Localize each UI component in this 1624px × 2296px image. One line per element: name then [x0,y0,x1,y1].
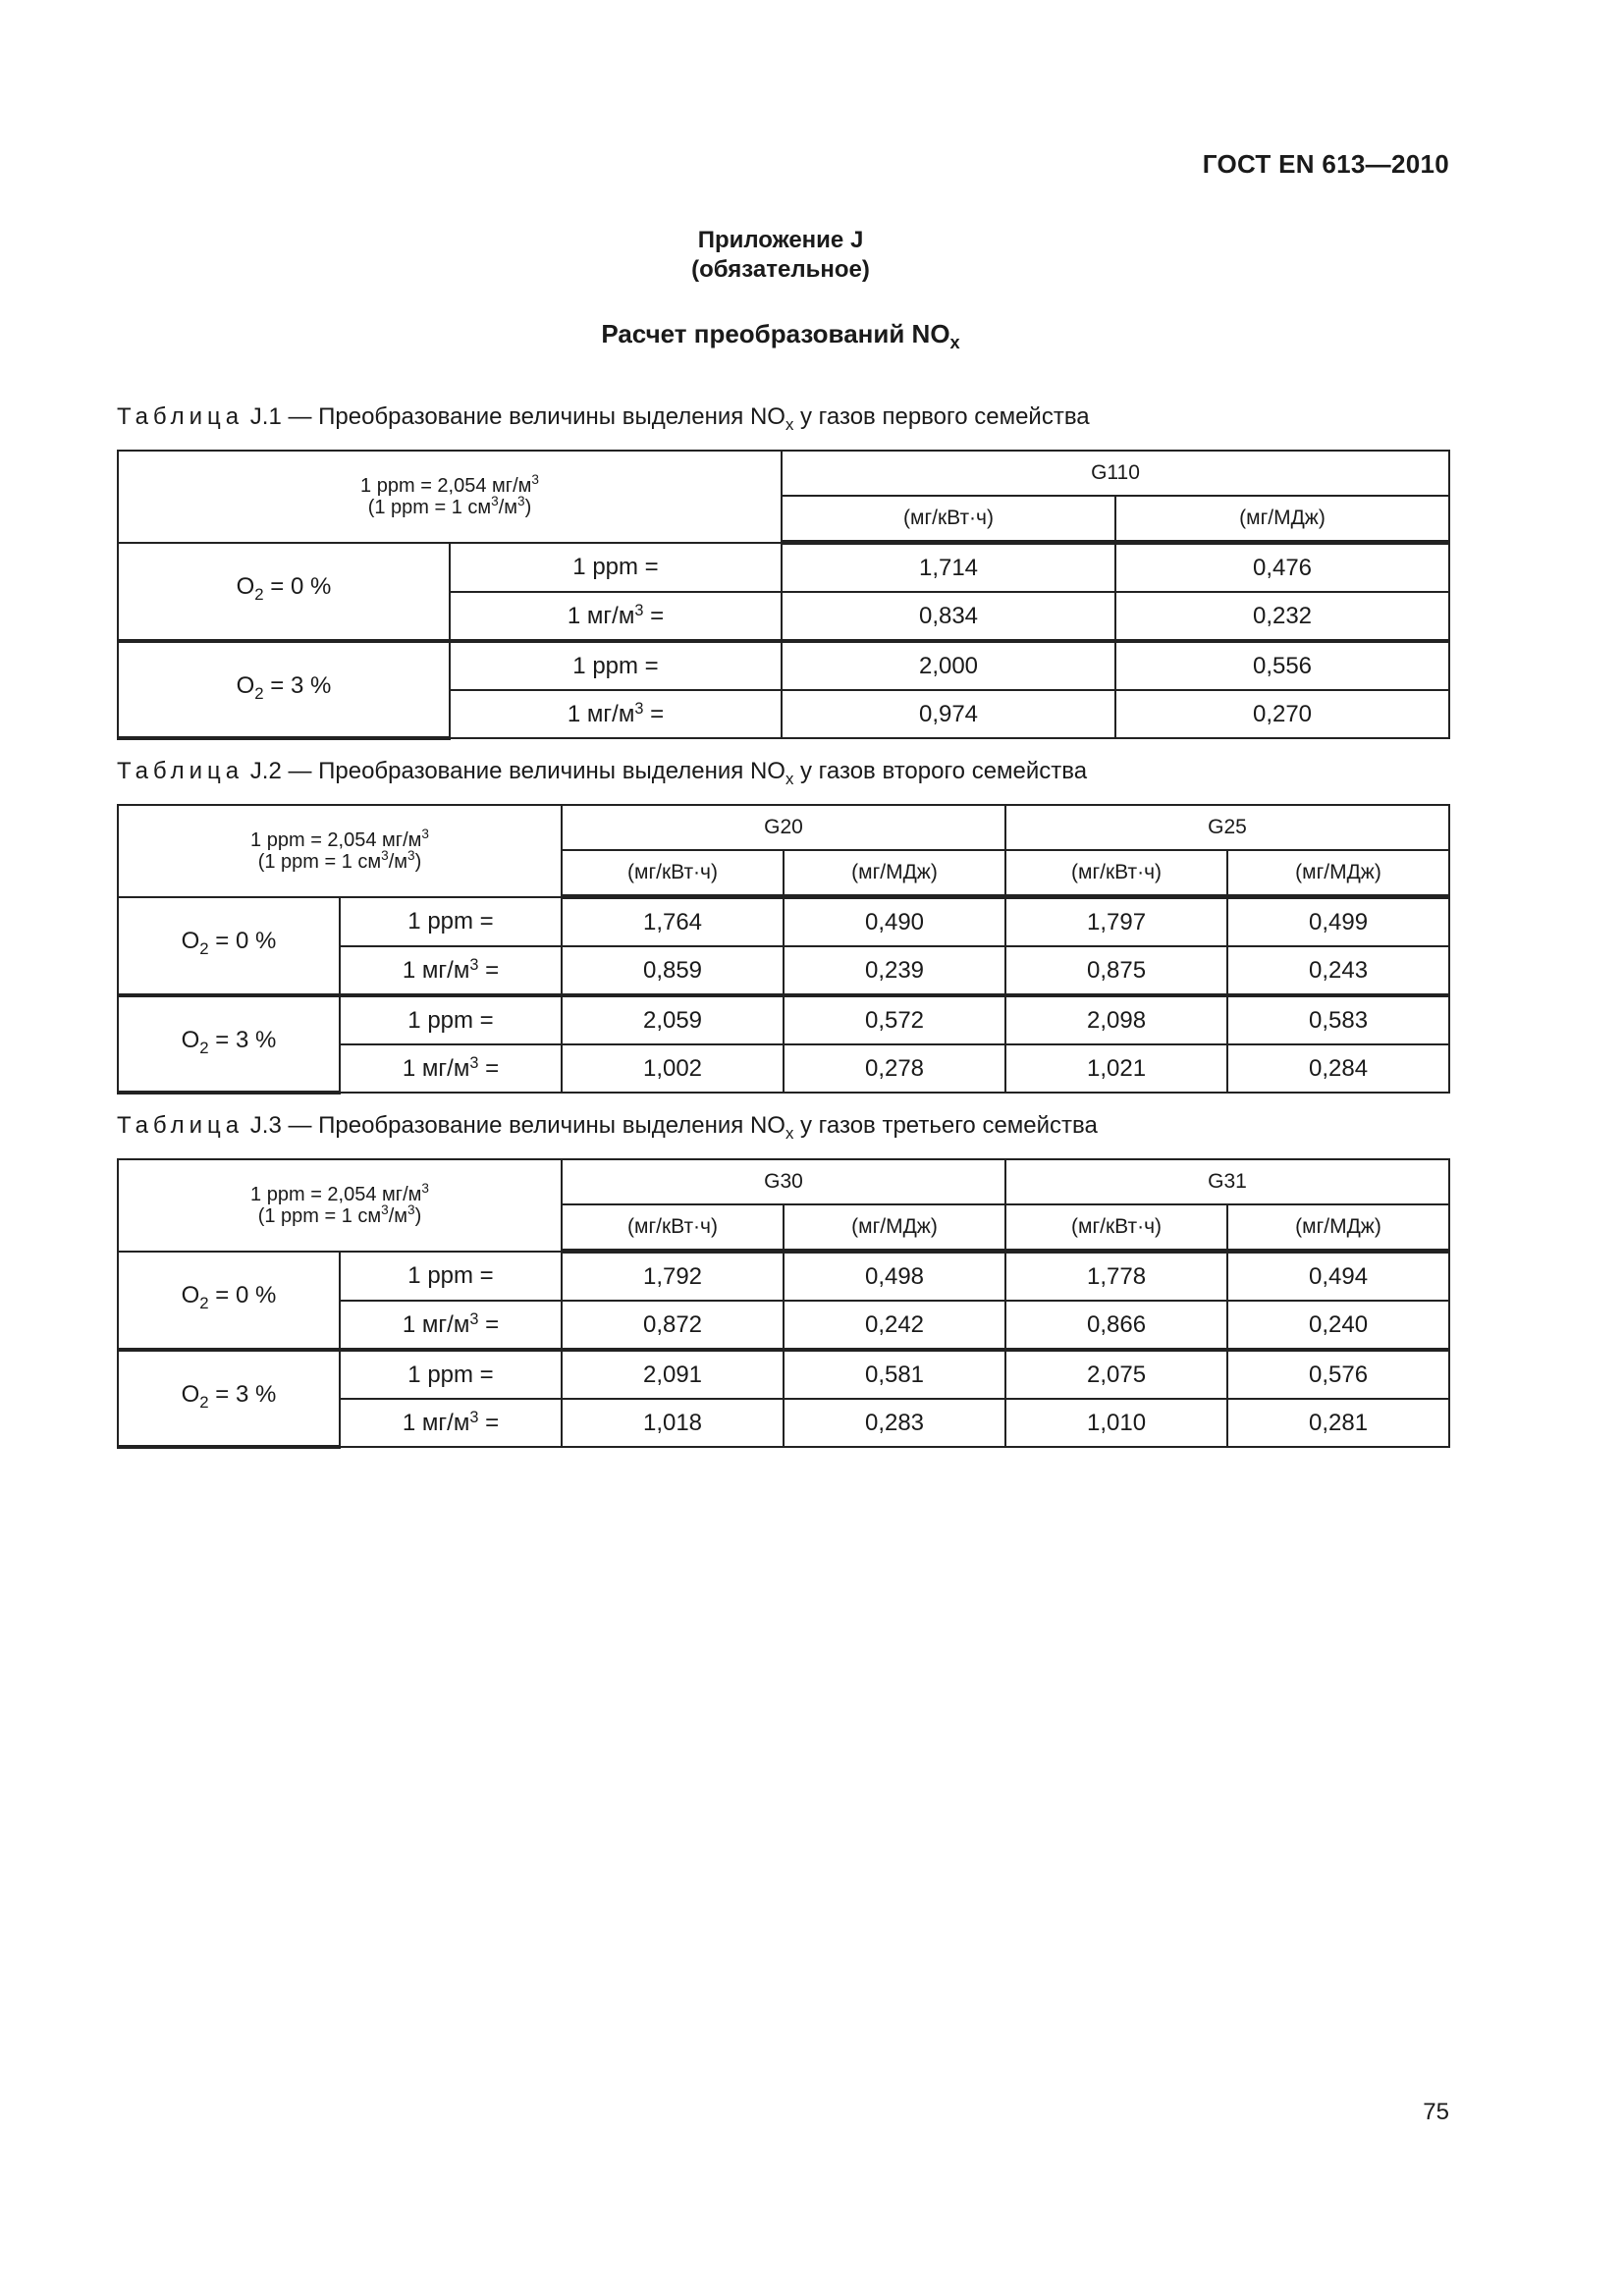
caption-rest: у газов второго семейства [793,758,1088,784]
table-cell: 0,278 [784,1044,1005,1093]
mg-unit: 1 мг/м [402,1310,470,1338]
superscript: 3 [421,826,429,841]
table-cell: 0,494 [1227,1252,1449,1302]
o2-symbol: O [181,928,200,955]
o2-symbol: O [236,671,255,699]
o2-symbol: O [236,573,255,601]
annex-title: Приложение J [697,227,864,253]
superscript: 3 [469,1408,479,1426]
cm-close: ) [524,496,532,518]
table-cell: 0,866 [1005,1301,1227,1350]
cm-close: ) [414,1204,422,1227]
table-cell: 0,499 [1227,897,1449,947]
table-cell: 0,240 [1227,1301,1449,1350]
annex-subtitle: (обязательное) [691,256,870,283]
gas-header-g30: G30 [562,1159,1005,1204]
row-label-mg [340,1044,562,1093]
gas-header-g20: G20 [562,805,1005,850]
superscript: 3 [381,847,389,863]
caption-text: J.3 — Преобразование величины выделения NO [249,1112,785,1139]
caption-label: Таблица [117,403,244,430]
table-cell: 0,242 [784,1301,1005,1350]
o2-subscript: 2 [199,1038,209,1057]
o2-label-0 [118,1252,340,1351]
mg-unit: 1 мг/м [567,700,635,727]
o2-subscript: 2 [254,683,264,703]
superscript: 3 [407,1201,415,1217]
o2-value: = 3 % [208,1380,277,1408]
equals-sign: = [478,1409,500,1436]
table-cell: 0,490 [784,897,1005,947]
mg-unit: 1 мг/м [402,1054,470,1082]
equals-sign: = [478,956,500,984]
table-cell: 0,572 [784,995,1005,1044]
gas-header-g110: G110 [782,451,1449,496]
table-cell: 1,778 [1005,1252,1227,1302]
table-cell: 0,284 [1227,1044,1449,1093]
superscript: 3 [407,847,415,863]
o2-value: = 0 % [208,1282,277,1309]
o2-value: = 3 % [208,1026,277,1053]
table-cell: 1,002 [562,1044,784,1093]
equals-sign: = [643,700,665,727]
table-cell: 2,000 [782,641,1115,690]
superscript: 3 [634,601,644,619]
table-cell: 0,243 [1227,946,1449,995]
table-cell: 0,583 [1227,995,1449,1044]
o2-label-0 [118,897,340,996]
row-label-mg [340,1399,562,1447]
superscript: 3 [381,1201,389,1217]
caption-rest: у газов первого семейства [793,403,1090,430]
row-label-mg [340,1301,562,1350]
table-cell: 0,476 [1115,543,1449,593]
equals-sign: = [478,1310,500,1338]
o2-value: = 0 % [208,928,277,955]
superscript: 3 [491,493,499,508]
caption-label: Таблица [117,758,244,784]
unit-header-mj: (мг/МДж) [1227,1204,1449,1252]
table-j1 [117,450,1450,740]
o2-symbol: O [181,1380,200,1408]
table-cell: 1,714 [782,543,1115,593]
superscript: 3 [634,699,644,718]
row-label-mg [450,690,782,738]
table-cell: 0,576 [1227,1350,1449,1399]
table-cell: 2,091 [562,1350,784,1399]
table-cell: 0,232 [1115,592,1449,641]
superscript: 3 [421,1180,429,1196]
o2-subscript: 2 [199,939,209,959]
o2-label-3 [118,1350,340,1447]
table-cell: 1,764 [562,897,784,947]
ppm-equivalence: 1 ppm = 2,054 мг/м [360,474,532,497]
unit-header-kwh: (мг/кВт·ч) [562,850,784,897]
cm-equivalence: (1 ppm = 1 см [257,850,382,873]
table-cell: 1,797 [1005,897,1227,947]
o2-subscript: 2 [199,1294,209,1313]
mg-unit: 1 мг/м [402,1409,470,1436]
document-code: ГОСТ EN 613—2010 [1202,149,1449,179]
table-cell: 0,283 [784,1399,1005,1447]
table-cell: 1,018 [562,1399,784,1447]
o2-symbol: O [181,1282,200,1309]
table-cell: 0,834 [782,592,1115,641]
equals-sign: = [643,602,665,629]
mg-unit: 1 мг/м [402,956,470,984]
cm-unit: /м [498,496,518,518]
caption-label: Таблица [117,1112,244,1139]
row-label-ppm: 1 ppm = [340,1252,562,1302]
table-cell: 1,010 [1005,1399,1227,1447]
row-label-mg [340,946,562,995]
unit-header-kwh: (мг/кВт·ч) [782,496,1115,543]
table-cell: 0,239 [784,946,1005,995]
caption-subscript: x [785,770,794,788]
gas-header-g31: G31 [1005,1159,1449,1204]
table-caption-j3 [117,1112,1098,1144]
o2-label-3 [118,995,340,1093]
unit-header-kwh: (мг/кВт·ч) [1005,850,1227,897]
table-cell: 0,581 [784,1350,1005,1399]
table-cell: 0,270 [1115,690,1449,738]
caption-text: J.1 — Преобразование величины выделения NO [249,403,785,430]
o2-label-0 [118,543,450,642]
section-title-text: Расчет преобразований NO [601,319,950,348]
conversion-header [118,1159,562,1252]
table-j2 [117,804,1450,1095]
table-cell: 0,498 [784,1252,1005,1302]
table-j3 [117,1158,1450,1449]
table-cell: 0,875 [1005,946,1227,995]
table-cell: 1,021 [1005,1044,1227,1093]
o2-value: = 0 % [263,573,332,601]
table-cell: 2,075 [1005,1350,1227,1399]
superscript: 3 [531,471,539,487]
row-label-mg [450,592,782,641]
row-label-ppm: 1 ppm = [450,641,782,690]
table-cell: 1,792 [562,1252,784,1302]
unit-header-kwh: (мг/кВт·ч) [562,1204,784,1252]
equals-sign: = [478,1054,500,1082]
o2-value: = 3 % [263,671,332,699]
unit-header-mj: (мг/МДж) [784,850,1005,897]
cm-equivalence: (1 ppm = 1 см [257,1204,382,1227]
superscript: 3 [469,1053,479,1072]
table-cell: 0,281 [1227,1399,1449,1447]
ppm-equivalence: 1 ppm = 2,054 мг/м [250,828,422,851]
gas-header-g25: G25 [1005,805,1449,850]
o2-subscript: 2 [254,585,264,605]
cm-equivalence: (1 ppm = 1 см [367,496,492,518]
row-label-ppm: 1 ppm = [340,897,562,947]
table-caption-j2 [117,758,1087,789]
cm-unit: /м [388,1204,408,1227]
table-cell: 0,859 [562,946,784,995]
row-label-ppm: 1 ppm = [340,995,562,1044]
conversion-header [118,805,562,897]
caption-subscript: x [785,1124,794,1143]
unit-header-mj: (мг/МДж) [1227,850,1449,897]
row-label-ppm: 1 ppm = [340,1350,562,1399]
unit-header-mj: (мг/МДж) [1115,496,1449,543]
unit-header-mj: (мг/МДж) [784,1204,1005,1252]
superscript: 3 [469,955,479,974]
cm-close: ) [414,850,422,873]
unit-header-kwh: (мг/кВт·ч) [1005,1204,1227,1252]
cm-unit: /м [388,850,408,873]
o2-subscript: 2 [199,1392,209,1412]
caption-text: J.2 — Преобразование величины выделения NO [249,758,785,784]
page-number: 75 [1423,2099,1449,2125]
table-caption-j1 [117,403,1090,435]
table-cell: 2,098 [1005,995,1227,1044]
superscript: 3 [517,493,525,508]
caption-rest: у газов третьего семейства [793,1112,1098,1139]
conversion-header [118,451,782,543]
caption-subscript: x [785,415,794,434]
o2-symbol: O [181,1026,200,1053]
table-cell: 2,059 [562,995,784,1044]
section-title [0,319,1561,353]
mg-unit: 1 мг/м [567,602,635,629]
table-cell: 0,556 [1115,641,1449,690]
table-cell: 0,974 [782,690,1115,738]
superscript: 3 [469,1309,479,1328]
ppm-equivalence: 1 ppm = 2,054 мг/м [250,1183,422,1205]
table-cell: 0,872 [562,1301,784,1350]
row-label-ppm: 1 ppm = [450,543,782,593]
section-title-subscript: x [949,333,960,352]
o2-label-3 [118,641,450,738]
annex-heading [0,226,1561,285]
